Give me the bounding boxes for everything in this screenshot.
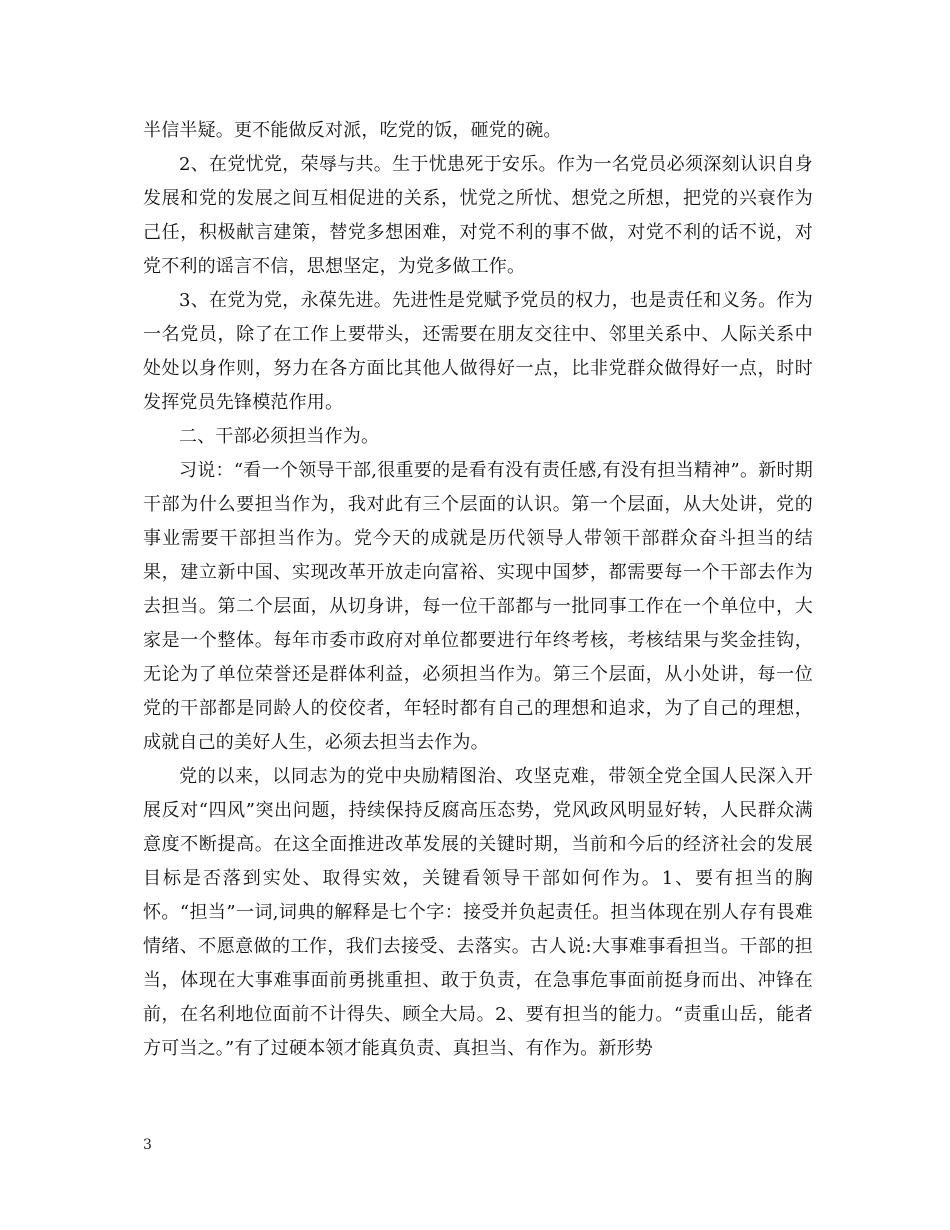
document-body: [143, 114, 813, 1066]
paragraph-6: 党的以来，以同志为的党中央励精图治、攻坚克难，带领全党全国人民深入开展反对“四风”突出问题，持续保持反腐高压态势，党风政风明显好转，人民群众满意度不断提高。在这全面推进改革发展的关键时期，当前和今后的经济社会的发展目标是否落到实处、取得实效，关键看领导干部如何作为。1、要有担当的胸怀。“担当”一词,词典的解释是七个字：接受并负起责任。担当体现在别人存有畏难情绪、不愿意做的工作，我们去接受、去落实。古人说:大事难事看担当。干部的担当，体现在大事难事面前勇挑重担、敢于负责，在急事危事面前挺身而出、冲锋在前，在名利地位面前不计得失、顾全大局。2、要有担当的能力。“责重山岳，能者方可当之。”有了过硬本领才能真负责、真担当、有作为。新形势: [143, 766, 813, 1059]
paragraph-5: 习说：“看一个领导干部,很重要的是看有没有责任感,有没有担当精神”。新时期干部为什么要担当作为，我对此有三个层面的认识。第一个层面，从大处讲，党的事业需要干部担当作为。党今天的成就是历代领导人带领干部群众奋斗担当的结果，建立新中国、实现改革开放走向富裕、实现中国梦，都需要每一个干部去作为去担当。第二个层面，从切身讲，每一位干部都与一批同事工作在一个单位中，大家是一个整体。每年市委市政府对单位都要进行年终考核，考核结果与奖金挂钩，无论为了单位荣誉还是群体利益，必须担当作为。第三个层面，从小处讲，每一位党的干部都是同龄人的佼佼者，年轻时都有自己的理想和追求，为了自己的理想，成就自己的美好人生，必须去担当去作为。: [143, 460, 813, 753]
paragraph-3: 3、在党为党，永葆先进。先进性是党赋予党员的权力，也是责任和义务。作为一名党员，除了在工作上要带头，还需要在朋友交往中、邻里关系中、人际关系中处处以身作则，努力在各方面比其他人做得好一点，比非党群众做得好一点，时时发挥党员先锋模范作用。: [143, 290, 813, 413]
paragraph-1: 半信半疑。更不能做反对派，吃党的饭，砸党的碗。: [143, 120, 562, 141]
page-number: 3: [143, 1137, 152, 1153]
paragraph-2: 2、在党忧党，荣辱与共。生于忧患死于安乐。作为一名党员必须深刻认识自身发展和党的发展之间互相促进的关系，忧党之所忧、想党之所想，把党的兴衰作为己任，积极献言建策，替党多想困难，对党不利的事不做，对党不利的话不说，对党不利的谣言不信，思想坚定，为党多做工作。: [143, 154, 813, 277]
section-heading: 二、干部必须担当作为。: [179, 426, 380, 447]
